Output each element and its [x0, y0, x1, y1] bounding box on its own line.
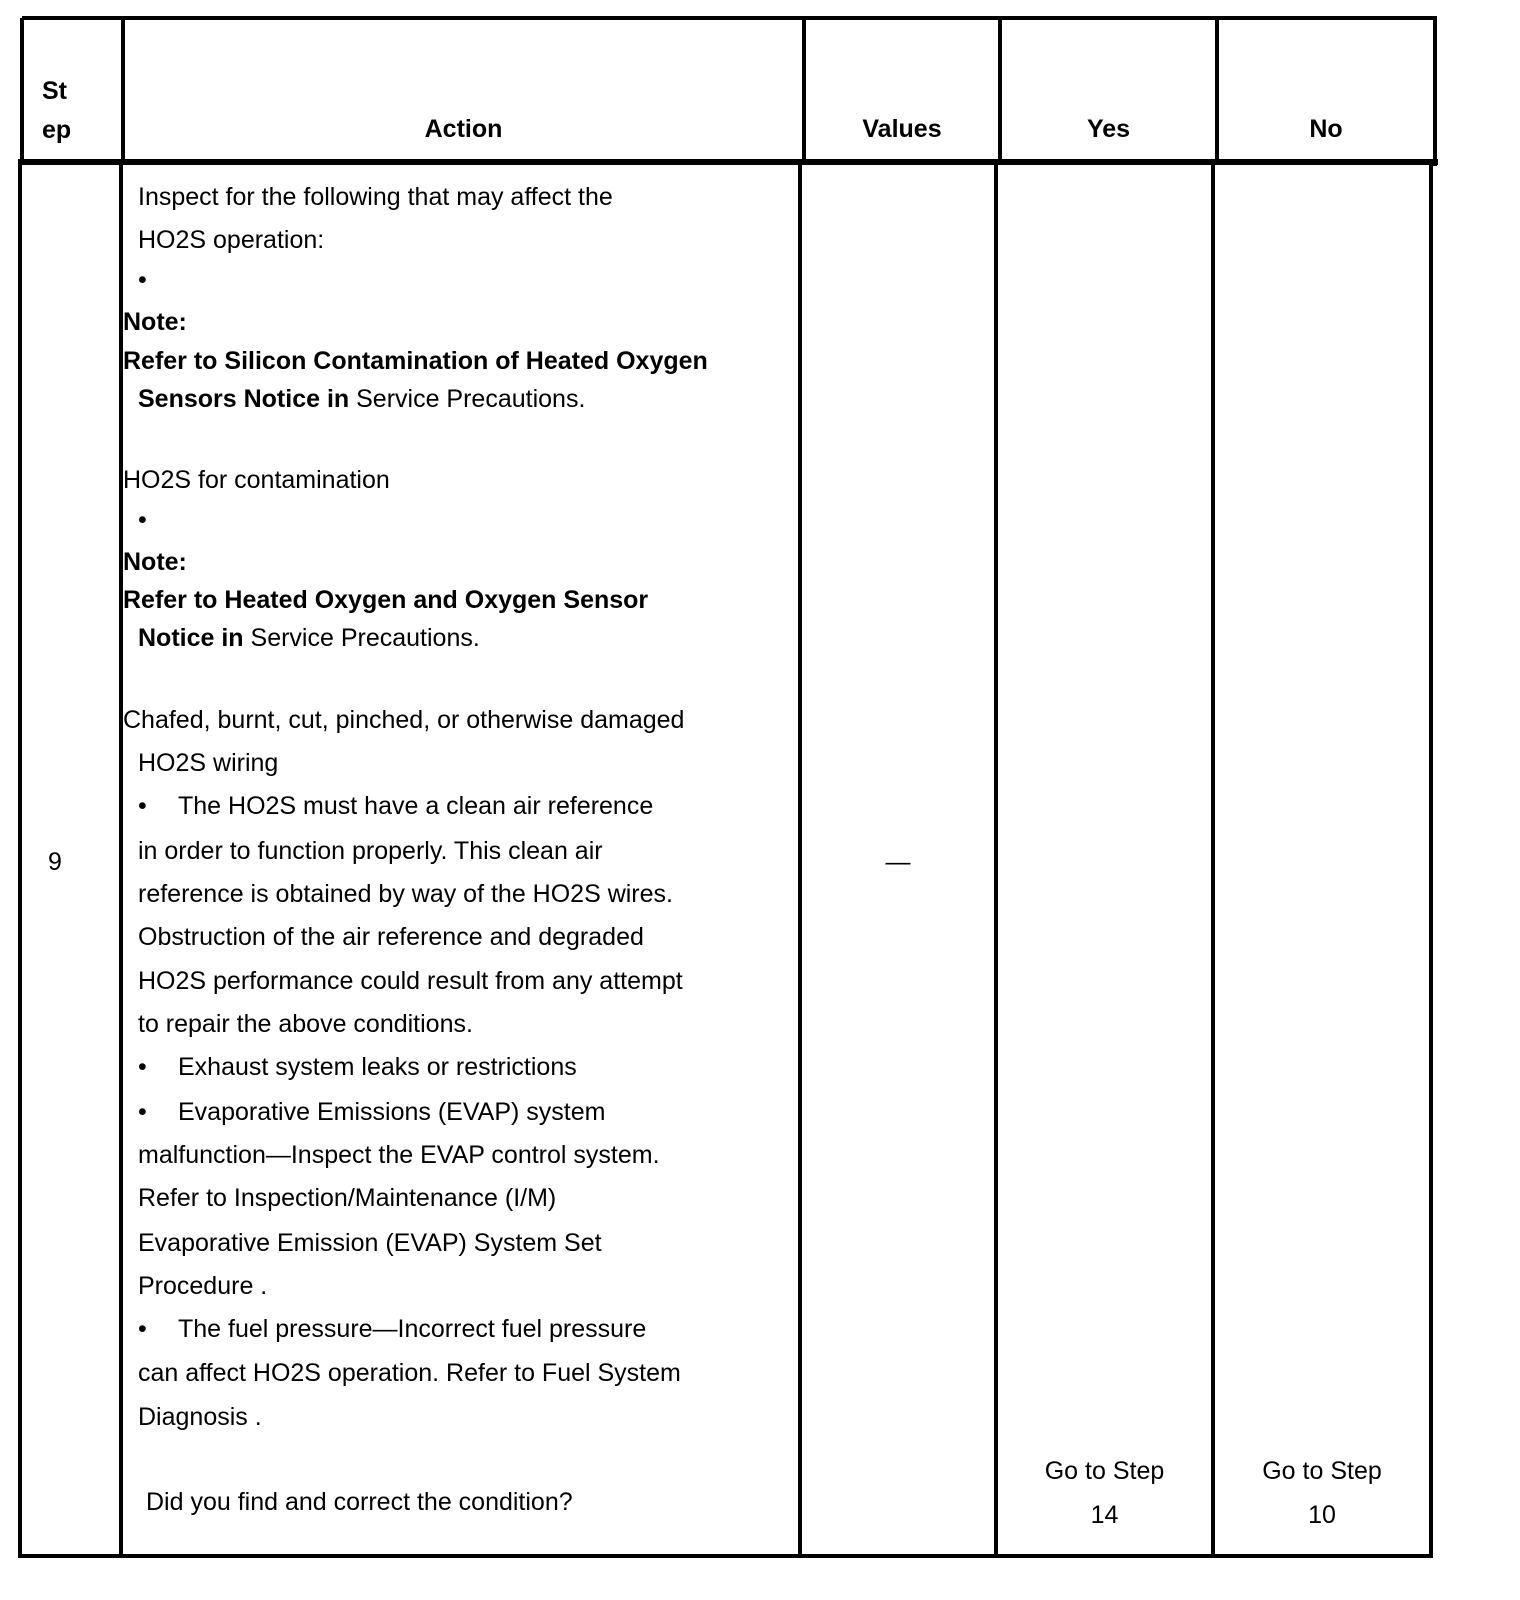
- header-yes: Yes: [1086, 115, 1131, 143]
- no-cell-line2: 10: [1308, 1501, 1336, 1529]
- note2-line2: [138, 623, 480, 653]
- clean-air-line2: in order to function properly. This clean air: [138, 837, 603, 865]
- bullet-icon: •: [138, 1315, 147, 1343]
- note1-line2: [138, 384, 585, 414]
- intro-line2: HO2S operation:: [138, 226, 325, 254]
- bullet-icon: •: [138, 1053, 147, 1081]
- fuel-line2: can affect HO2S operation. Refer to Fuel System: [138, 1359, 681, 1387]
- yes-cell-line1: Go to Step: [1044, 1457, 1165, 1485]
- bullet-icon: •: [138, 266, 147, 294]
- note1-service-precautions-link[interactable]: Service Precautions.: [356, 385, 586, 413]
- intro-line1: Inspect for the following that may affect the: [138, 183, 613, 211]
- note2-line2-bold: Notice in: [138, 624, 244, 652]
- note1-label: Note:: [123, 308, 187, 336]
- note2-label: Note:: [123, 548, 187, 576]
- clean-air-line3: reference is obtained by way of the HO2S wires.: [138, 880, 673, 908]
- note2-line1: Refer to Heated Oxygen and Oxygen Sensor: [123, 586, 649, 614]
- yes-cell-line2: 14: [1090, 1501, 1119, 1529]
- clean-air-line1: The HO2S must have a clean air reference: [178, 792, 654, 820]
- header-no: No: [1309, 115, 1343, 143]
- item-contamination: HO2S for contamination: [123, 466, 390, 494]
- fuel-line1: The fuel pressure—Incorrect fuel pressure: [178, 1315, 647, 1343]
- evap-line2: malfunction—Inspect the EVAP control system.: [138, 1141, 660, 1169]
- item-wiring-line1: Chafed, burnt, cut, pinched, or otherwise damaged: [123, 706, 685, 734]
- note2-service-precautions-link[interactable]: Service Precautions.: [250, 624, 480, 652]
- note1-line1: Refer to Silicon Contamination of Heated Oxygen: [123, 347, 708, 375]
- clean-air-line6: to repair the above conditions.: [138, 1010, 473, 1038]
- header-step-line2: ep: [42, 116, 72, 144]
- header-step-line1: St: [42, 77, 67, 105]
- exhaust-line: Exhaust system leaks or restrictions: [178, 1053, 577, 1081]
- values-cell: —: [885, 848, 911, 876]
- header-action: Action: [424, 115, 503, 143]
- item-wiring-line2: HO2S wiring: [138, 749, 279, 777]
- fuel-line3: Diagnosis .: [138, 1403, 262, 1431]
- note1-line2-bold: Sensors Notice in: [138, 385, 350, 413]
- evap-line5: Procedure .: [138, 1272, 268, 1300]
- bullet-icon: •: [138, 1098, 147, 1126]
- evap-line4: Evaporative Emission (EVAP) System Set: [138, 1229, 602, 1257]
- clean-air-line5: HO2S performance could result from any attempt: [138, 967, 683, 995]
- bullet-icon: •: [138, 506, 147, 534]
- step-number: 9: [48, 848, 62, 876]
- bullet-icon: •: [138, 792, 147, 820]
- header-values: Values: [862, 115, 942, 143]
- question-line: Did you find and correct the condition?: [146, 1488, 573, 1516]
- clean-air-line4: Obstruction of the air reference and degraded: [138, 923, 644, 951]
- evap-line3: Refer to Inspection/Maintenance (I/M): [138, 1184, 557, 1212]
- evap-line1: Evaporative Emissions (EVAP) system: [178, 1098, 606, 1126]
- no-cell-line1: Go to Step: [1262, 1457, 1382, 1485]
